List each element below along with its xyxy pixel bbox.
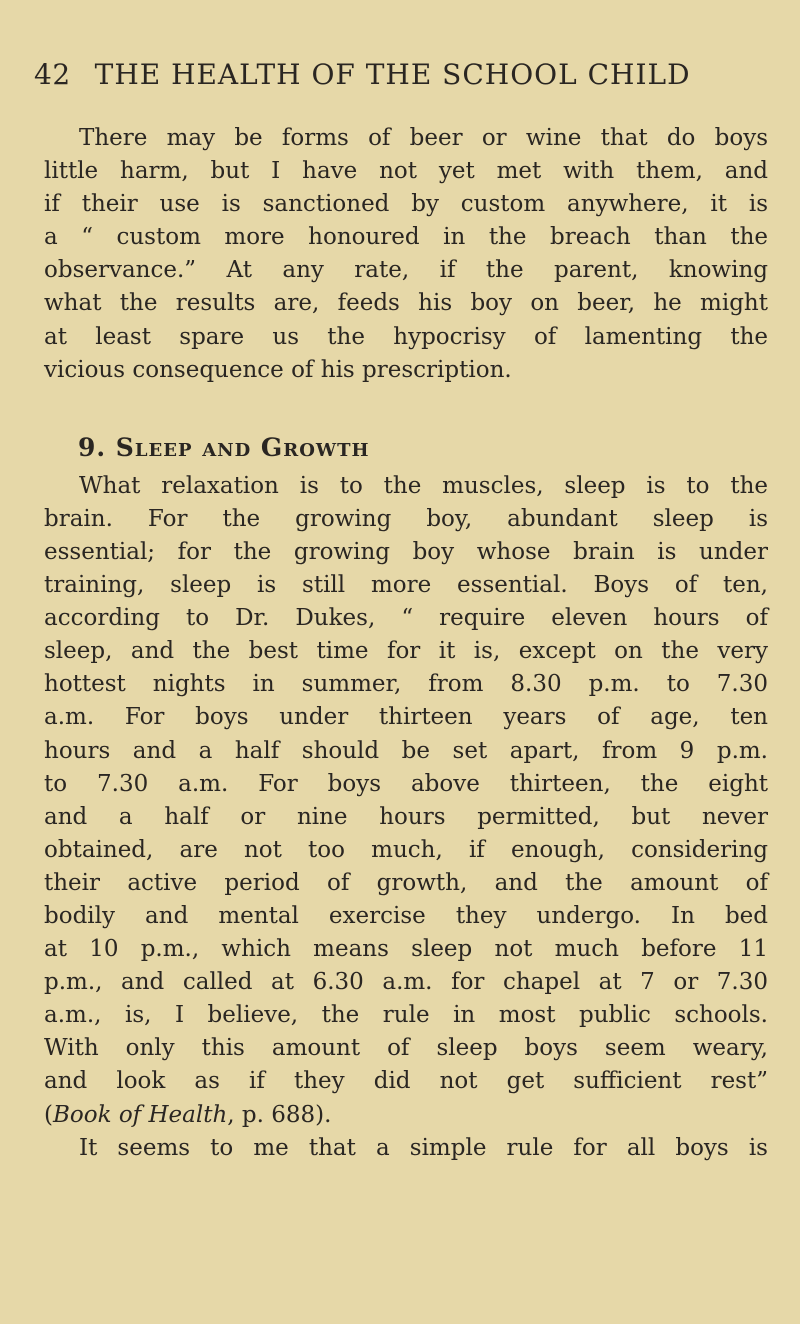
text-line: hottest nights in summer, from 8.30 p.m. to 7.30	[44, 671, 768, 698]
text-line: There may be forms of beer or wine that do boys	[79, 125, 768, 151]
book-page	[34, 58, 768, 1165]
text-line: observance.” At any rate, if the parent, knowing	[44, 257, 768, 284]
paragraph-beer	[44, 122, 768, 387]
text-line: and a half or nine hours permitted, but never	[44, 803, 768, 830]
text-line: obtained, are not too much, if enough, considering	[44, 836, 768, 863]
text-line: at 10 p.m., which means sleep not much before 11	[44, 936, 768, 963]
citation-line	[44, 1099, 768, 1132]
text-line: With only this amount of sleep boys seem weary,	[44, 1035, 768, 1062]
text-line: their active period of growth, and the amount of	[44, 869, 768, 896]
section-heading: 9. Sleep and Growth	[78, 432, 370, 462]
text-line: sleep, and the best time for it is, except on the very	[44, 638, 768, 665]
text-line: training, sleep is still more essential. Boys of ten,	[44, 572, 768, 599]
text-line: hours and a half should be set apart, from 9 p.m.	[44, 737, 768, 764]
text-line: p.m., and called at 6.30 a.m. for chapel at 7 or 7.30	[44, 969, 768, 996]
text-line: if their use is sanctioned by custom anywhere, it is	[44, 191, 768, 218]
text-line: vicious consequence of his prescription.	[44, 356, 512, 383]
text-line: essential; for the growing boy whose brain is under	[44, 538, 768, 565]
text-line: and look as if they did not get sufficient rest”	[44, 1068, 768, 1095]
citation-open: (	[44, 1101, 53, 1128]
text-line: brain. For the growing boy, abundant sleep is	[44, 505, 768, 532]
text-line: It seems to me that a simple rule for all boys is	[79, 1134, 768, 1161]
text-line: a.m., is, I believe, the rule in most public schools.	[44, 1002, 768, 1029]
text-line: a.m. For boys under thirteen years of age, ten	[44, 704, 768, 731]
text-line: bodily and mental exercise they undergo. In bed	[44, 902, 768, 929]
text-line: at least spare us the hypocrisy of lamenting the	[44, 323, 768, 350]
text-line: according to Dr. Dukes, “ require eleven hours of	[44, 605, 768, 632]
text-line: what the results are, feeds his boy on beer, he might	[44, 290, 768, 317]
citation-rest: , p. 688).	[227, 1101, 332, 1128]
running-head	[34, 58, 768, 108]
text-line: What relaxation is to the muscles, sleep is to the	[79, 472, 768, 499]
paragraph-sleep	[44, 470, 768, 1132]
page-number: 42	[34, 58, 71, 91]
text-line: little harm, but I have not yet met with them, and	[44, 158, 768, 185]
citation-title: Book of Health	[52, 1101, 228, 1128]
paragraph-simple-rule	[44, 1132, 768, 1165]
text-line: a “ custom more honoured in the breach than the	[44, 224, 768, 251]
running-title: THE HEALTH OF THE SCHOOL CHILD	[94, 58, 691, 91]
text-line: to 7.30 a.m. For boys above thirteen, the eight	[44, 770, 768, 797]
